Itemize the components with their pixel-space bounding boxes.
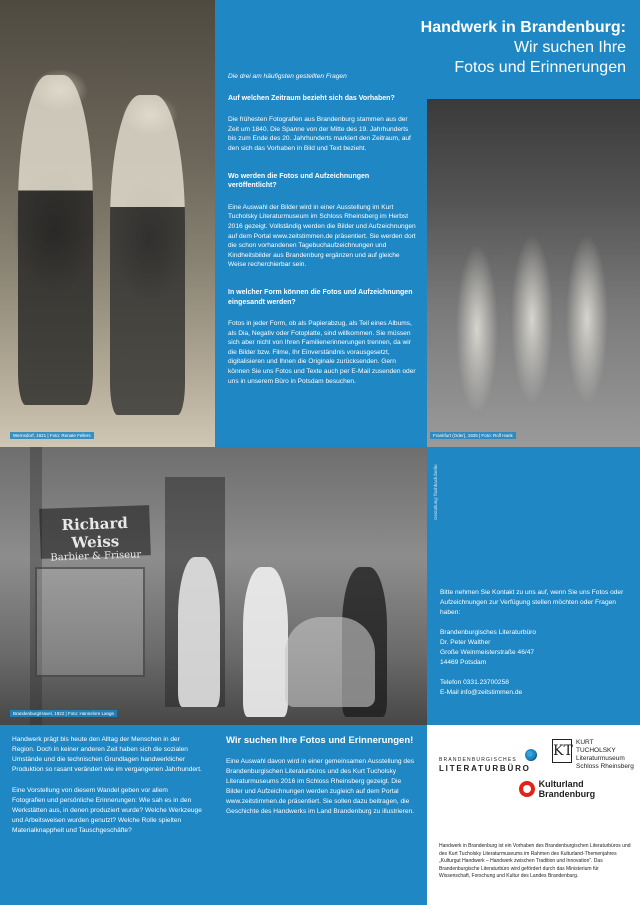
literaturbuero-mark-icon — [525, 749, 537, 761]
call-heading: Wir suchen Ihre Fotos und Erinnerungen! — [226, 735, 414, 746]
faq-question-1: Auf welchen Zeitraum bezieht sich das Vorhaben? — [228, 94, 395, 102]
project-credits: Handwerk in Brandenburg ist ein Vorhaben des Brandenburgischen Literaturbüros und des Kurt Tucholsky Literaturmuseums im Rahmen des Kulturland-Themenjahres „Kulturgut Handwerk – Handwerk zwischen Tradition und Innovation“. Das Brandenburgische Literaturbüro wird gefördert durch das Ministerium für Wissenschaft, Forschung und Kultur des Landes Brandenburg. — [439, 843, 631, 879]
caption-boys: Wernsdorf, 1921 | Foto: Renate Fellers — [10, 432, 94, 439]
faq-question-2: Wo werden die Fotos und Aufzeichnungen veröffentlicht? — [228, 172, 370, 190]
literaturbuero-logo-name: LITERATURBÜRO — [439, 764, 531, 773]
design-credit: Gestaltung: flashback.berlin — [433, 464, 438, 520]
faq-answer-3: Fotos in jeder Form, ob als Papierabzug, als Teil eines Albums, als Dia, Negativ oder Fotoplatte, sind willkommen. Sie müssen sich aber nicht von Ihren Familienerinnerungen trennen, da wir die Bilder bzw. Filme, Ihr Einverständnis vorausgesetzt, digitalisieren und Ihnen die Originale zurücksenden. Gern können Sie uns Fotos und Texte auch per E-Mail zusenden oder uns in unserem Büro in Potsdam besuchen. — [228, 320, 416, 385]
caption-workers: Frankfurt (Oder), 1925 | Foto: Rolf Hank — [430, 432, 516, 439]
tucholsky-line-3: Schloss Rheinsberg — [576, 763, 634, 770]
title-line-3: Fotos und Erinnerungen — [454, 59, 626, 76]
tucholsky-logo — [552, 735, 634, 775]
call-panel — [214, 725, 427, 905]
caption-shop: Brandenburg/Havel, 1922 | Foto: Hannelore Lange — [10, 710, 117, 717]
intro-paragraph-1: Handwerk prägt bis heute den Alltag der Menschen in der Region. Doch in keiner anderen Zeit haben sich die sozialen Umstände und die technischen Grundlagen handwerklicher Produktion so rasant verändert wie im vergangenen Jahrhundert. — [12, 736, 202, 773]
photo-workers — [427, 99, 640, 447]
tucholsky-logo-text — [576, 739, 634, 771]
faq-section — [228, 72, 416, 404]
tucholsky-line-2: Literaturmuseum — [576, 755, 625, 762]
barber-figure-2 — [243, 567, 288, 717]
kulturland-name: Kulturland Brandenburg — [538, 779, 596, 799]
title-line-1: Handwerk in Brandenburg: — [420, 19, 626, 36]
contact-intro: Bitte nehmen Sie Kontakt zu uns auf, wenn Sie uns Fotos oder Aufzeichnungen zur Verfügung stellen möchten oder Fragen haben: — [440, 589, 624, 616]
faq-intro: Die drei am häufigsten gestellten Fragen — [228, 73, 347, 80]
tucholsky-mark: KT — [552, 739, 572, 763]
literaturbuero-logo-top: BRANDENBURGISCHES — [439, 757, 517, 763]
contact-email[interactable]: E-Mail info@zeitstimmen.de — [440, 689, 523, 696]
boy-left-figure — [18, 75, 93, 405]
boy-right-figure — [110, 95, 185, 415]
shop-sign-name: Richard Weiss — [61, 513, 129, 552]
page-title — [406, 18, 626, 78]
contact-phone[interactable]: Telefon 0331.23700258 — [440, 679, 509, 686]
contact-section — [440, 588, 630, 708]
contact-lines — [440, 678, 630, 698]
literaturbuero-logo — [439, 745, 544, 777]
shop-sign-trade: Barbier & Friseur — [50, 549, 142, 564]
call-text: Eine Auswahl davon wird in einer gemeinsamen Ausstellung des Brandenburgischen Literaturbüros und des Kurt Tucholsky Literaturmuseums 2016 im Schloss Rheinsberg gezeigt. Die Bilder und Aufzeichnungen werden zugleich auf dem Portal www.zeitstimmen.de präsentiert. Sie sollen dazu beitragen, die Geschichte des Handwerks im Land Brandenburg zu illustrieren. — [226, 758, 415, 815]
contact-person: Dr. Peter Walther — [440, 639, 491, 646]
title-line-2: Wir suchen Ihre — [513, 39, 626, 56]
logos-panel — [427, 725, 640, 905]
photo-two-boys — [0, 0, 215, 447]
contact-address — [440, 628, 630, 668]
contact-city: 14469 Potsdam — [440, 659, 487, 666]
faq-question-3: In welcher Form können die Fotos und Aufzeichnungen eingesandt werden? — [228, 288, 413, 306]
photo-barber-shop — [0, 447, 427, 725]
shop-window — [35, 567, 145, 677]
faq-answer-2: Eine Auswahl der Bilder wird in einer Ausstellung im Kurt Tucholsky Literaturmuseum im Schloss Rheinsberg im Herbst 2016 gezeigt. Vollständig werden die Bilder und Aufzeichnungen auf dem Portal www.zeitstimmen.de präsentiert. Sie werden dort die schon vorhandenen Tagebuchaufzeichnungen und Kindheitsbilder aus Brandenburg ergänzen und auf gleiche Weise recherchierbar sein. — [228, 203, 416, 269]
contact-street: Große Weinmeisterstraße 46/47 — [440, 649, 535, 656]
faq-answer-1: Die frühesten Fotografien aus Brandenburg stammen aus der Zeit um 1840. Die Spanne von der Mitte des 19. Jahrhunderts bis zum Ende des 20. Jahrhunderts markiert den Zeitraum, auf den sich das Vorhaben in Bild und Text bezieht. — [228, 116, 411, 152]
kulturland-circle-icon — [519, 781, 535, 797]
barber-figure-1 — [178, 557, 220, 707]
intro-text-panel — [0, 725, 214, 905]
contact-org: Brandenburgisches Literaturbüro — [440, 629, 537, 636]
kulturland-logo — [519, 780, 640, 798]
tucholsky-line-1: KURT TUCHOLSKY — [576, 739, 616, 754]
shop-sign — [39, 505, 151, 564]
child-figures — [285, 617, 375, 707]
intro-paragraph-2: Eine Vorstellung von diesem Wandel geben vor allem Fotografien und persönliche Erinnerungen: Wie sah es in den Werkstätten aus, in denen produziert wurde? Welche Werkzeuge und Arbeitsweisen wurden genutzt? Welche Rolle spielten Materialknappheit und Tauschgeschäfte? — [12, 787, 202, 834]
